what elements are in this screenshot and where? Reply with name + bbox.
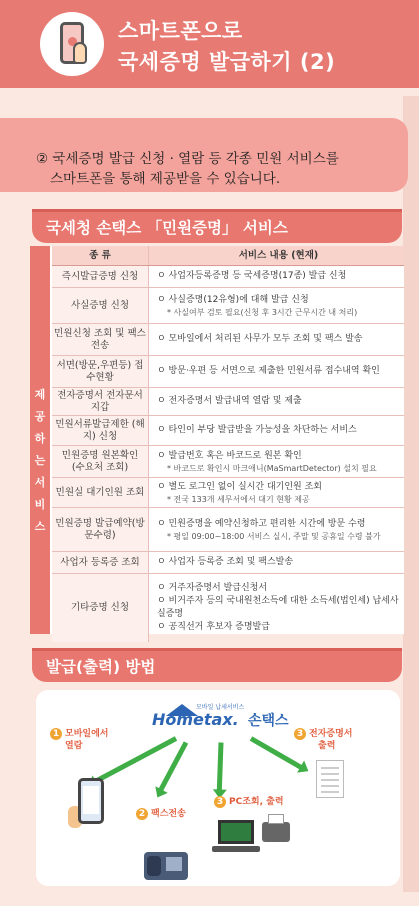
header-icon-circle: [40, 12, 104, 76]
table-row: [52, 288, 404, 324]
arrow-to-pc: [217, 742, 224, 794]
services-table: [30, 246, 404, 634]
table-side-band: [30, 246, 50, 634]
header-banner: [0, 0, 419, 88]
table-side-label: 제 공 하 는 서 비 스: [34, 388, 46, 533]
header-title-line1: 스마트폰으로: [118, 19, 243, 43]
row-kind: 기타증명 신청: [52, 574, 149, 642]
header-title-line2: 국세증명 발급하기 (2): [118, 50, 336, 74]
logo-brand: Hometax.: [152, 710, 239, 729]
section-title-services: [32, 209, 402, 243]
section-title-services-text: 국세청 손택스 「민원증명」 서비스: [46, 219, 288, 237]
hometax-logo: [152, 698, 302, 734]
table-row: [52, 574, 404, 642]
row-kind: 민원신청 조회 및 팩스전송: [52, 324, 149, 355]
row-line: ㅇ 별도 로그인 없이 실시간 대기인원 조회: [157, 481, 322, 492]
table-header-kind: 종 류: [52, 246, 149, 265]
right-margin-bar: [403, 96, 419, 892]
intro-line1: ② 국세증명 발급 신청 · 열람 등 각종 민원 서비스를: [36, 151, 339, 167]
row-line: ㅇ 모바일에서 처리된 사무가 모두 조회 및 팩스 발송: [157, 334, 363, 344]
option-edoc: 3 전자증명서 출력: [294, 728, 352, 752]
option-pc: 3 PC조회, 출력: [214, 796, 284, 808]
table-row: [52, 388, 404, 416]
row-kind: 사실증명 신청: [52, 288, 149, 323]
fax-machine-icon: [144, 852, 188, 880]
row-line: ㅇ 사업자등록증명 등 국세증명(17종) 발급 신청: [157, 271, 347, 281]
mobile-phone-icon: [78, 778, 104, 824]
computer-icon: [218, 820, 254, 844]
section-title-method-text: 발급(출력) 방법: [46, 658, 156, 676]
printer-icon: [262, 822, 290, 842]
row-line: ㅇ 민원증명을 예약신청하고 편리한 시간에 방문 수령: [157, 518, 366, 529]
row-line: ㅇ 비거주자 등의 국내원천소득에 대한 소득세(법인세) 납세사실증명: [157, 596, 399, 619]
row-note: * 바코드로 확인시 마크애니(MaSmartDetector) 설치 필요: [167, 463, 377, 473]
row-kind: 사업자 등록증 조회: [52, 552, 149, 573]
row-kind: 서면(방문,우편등) 접수현황: [52, 356, 149, 387]
table-row: [52, 552, 404, 574]
finger-icon: [73, 42, 87, 64]
table-row: [52, 266, 404, 288]
option-fax: 2 팩스전송: [136, 808, 186, 820]
logo-small-text: 모바일 납세서비스: [196, 704, 245, 711]
row-line: ㅇ 전자증명서 발급내역 열람 및 제출: [157, 396, 302, 406]
row-kind: 민원증명 원본확인 (수요처 조회): [52, 446, 149, 477]
table-header-content: 서비스 내용 (현재): [238, 250, 319, 261]
row-kind: 즉시발급증명 신청: [52, 266, 149, 287]
section-title-method: [32, 648, 402, 682]
row-line: ㅇ 타인이 부당 발급받을 가능성을 차단하는 서비스: [157, 425, 357, 435]
row-line: ㅇ 사실증명(12유형)에 대해 발급 신청: [157, 294, 309, 305]
row-kind: 전자증명서 전자문서지갑: [52, 388, 149, 415]
row-kind: 민원증명 발급예약(방문수령): [52, 508, 149, 551]
option-mobile: 1 모바일에서 열람: [50, 728, 108, 752]
row-line: ㅇ 거주자증명서 발급신청서: [157, 583, 268, 593]
table-row: [52, 446, 404, 478]
table-header-row: [52, 246, 404, 266]
table-row: [52, 416, 404, 446]
row-line: ㅇ 방문·우편 등 서면으로 제출한 민원서류 접수내역 확인: [157, 366, 380, 376]
arrow-to-fax: [157, 741, 189, 795]
row-kind: 민원실 대기인원 조회: [52, 478, 149, 507]
row-line: ㅇ 발급번호 혹은 바코드로 원본 확인: [157, 450, 302, 461]
row-line: ㅇ 사업자 등록증 조회 및 팩스발송: [157, 557, 294, 567]
laptop-base-icon: [212, 846, 260, 852]
row-note: * 평일 09:00~18:00 서비스 실시, 주말 및 공휴일 수령 불가: [167, 531, 381, 541]
document-icon: [316, 760, 344, 798]
row-note: * 사실여부 검토 필요(신청 후 3시간 근무시간 내 처리): [167, 307, 358, 317]
row-note: * 전국 133개 세무서에서 대기 현황 제공: [167, 494, 310, 504]
table-grid: [52, 246, 404, 642]
intro-box: [0, 118, 408, 192]
table-row: [52, 508, 404, 552]
table-row: [52, 356, 404, 388]
table-row: [52, 324, 404, 356]
table-row: [52, 478, 404, 508]
logo-kor: 손택스: [248, 713, 289, 729]
row-line: ㅇ 공직선거 후보자 증명발급: [157, 622, 270, 632]
row-kind: 민원서류발급제한 (해지) 신청: [52, 416, 149, 445]
method-diagram: [36, 690, 400, 886]
intro-line2: 스마트폰을 통해 제공받을 수 있습니다.: [50, 171, 281, 187]
